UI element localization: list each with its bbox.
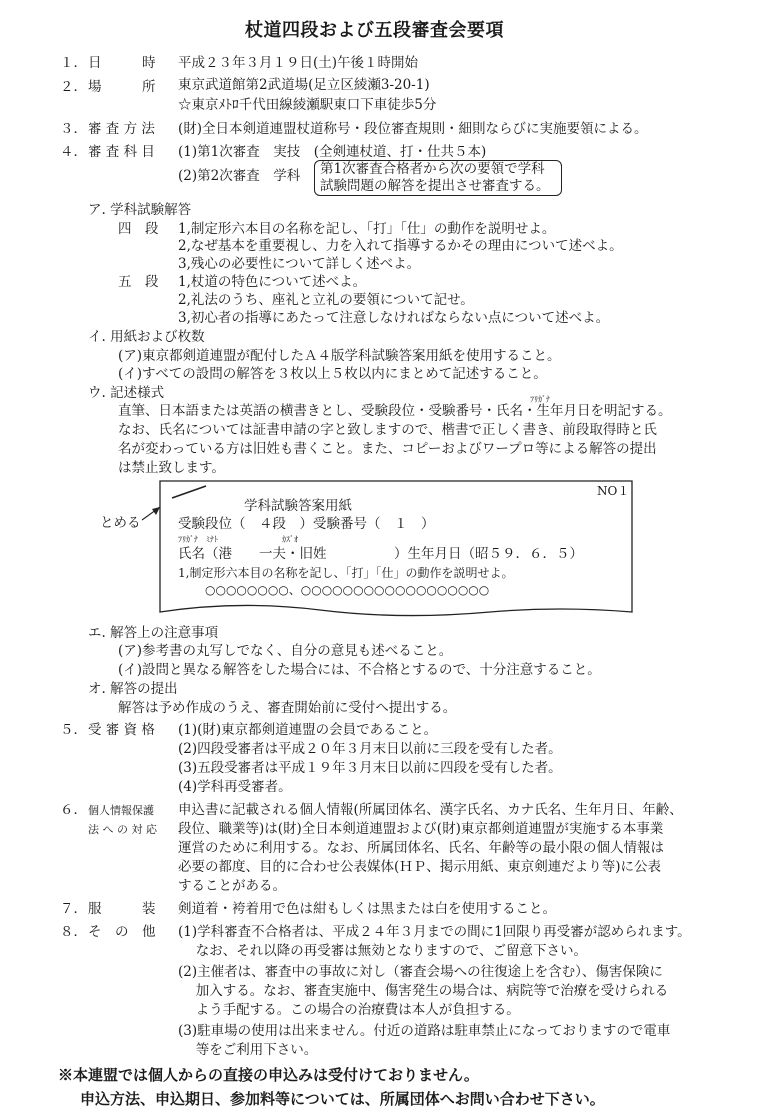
footer-notice-line1: ※本連盟では個人からの直接の申込みは受付けておりません。 bbox=[58, 1066, 479, 1084]
dan4-question-1: 1,制定形六本目の名称を記し、「打」「仕」の動作を説明せよ。 bbox=[178, 221, 556, 237]
dan4-question-3: 3,残心の必要性について詳しく述べよ。 bbox=[178, 256, 421, 272]
section-2-line1: 東京武道館第2武道場(足立区綾瀬3-20-1) bbox=[178, 77, 430, 93]
section-4-number: ４． bbox=[60, 144, 87, 160]
section-6-line4: 必要の都度、目的に合わせ公表媒体(ＨＰ、掲示用紙、東京剣連だより等)に公表 bbox=[178, 859, 662, 875]
section-8-line1: (1)学科審査不合格者は、平成２４年３月までの間に1回限り再受審が認められます。 bbox=[178, 924, 691, 940]
section-5-line4: (4)学科再受審者。 bbox=[178, 779, 292, 795]
dan4-question-2: 2,なぜ基本を重要視し、力を入れて指導するかその理由について述べよ。 bbox=[178, 238, 623, 254]
staple-mark-icon bbox=[172, 486, 206, 498]
page-title: 杖道四段および五段審査会要項 bbox=[245, 20, 504, 41]
sample-sheet-line3: 1,制定形六本目の名称を記し、「打」「仕」の動作を説明せよ。 bbox=[178, 566, 514, 580]
section-8-line4: 加入する。なお、審査実施中、傷害発生の場合は、病院等で治療を受けられる bbox=[178, 983, 669, 999]
sample-sheet-title: 学科試験答案用紙 bbox=[244, 498, 352, 514]
tomeru-label: とめる bbox=[100, 515, 141, 531]
section-6-label-line1: 個人情報保護 bbox=[88, 804, 154, 817]
section-4-bracket-line1: 第1次審査合格者から次の要領で学科 bbox=[320, 161, 545, 177]
furigana-label: ﾌﾘｶﾞﾅ bbox=[530, 395, 550, 404]
section-5-label: 受 審 資 格 bbox=[88, 722, 155, 738]
subsection-o-heading: オ. 解答の提出 bbox=[88, 681, 178, 697]
section-4-line2: (2)第2次審査 学科 bbox=[178, 168, 301, 184]
section-8-line7: 等をご利用下さい。 bbox=[178, 1042, 318, 1058]
section-7-number: ７． bbox=[60, 901, 87, 917]
subsection-i-line2: (イ)すべての設問の解答を３枚以上５枚以内にまとめて記述すること。 bbox=[118, 366, 547, 382]
section-5-line2: (2)四段受審者は平成２０年３月末日以前に三段を受有した者。 bbox=[178, 741, 562, 757]
sample-sheet-line1: 受験段位（ ４段 ）受験番号（ １ ） bbox=[178, 516, 435, 532]
subsection-i-heading: イ. 用紙および枚数 bbox=[88, 329, 205, 345]
dan5-question-1: 1,杖道の特色について述べよ。 bbox=[178, 274, 367, 290]
section-2-number: ２． bbox=[60, 79, 87, 95]
section-5-line3: (3)五段受審者は平成１９年３月末日以前に四段を受有した者。 bbox=[178, 760, 562, 776]
dan5-question-3: 3,初心者の指導にあたって注意しなければならない点について述べよ。 bbox=[178, 310, 610, 326]
section-5-number: ５． bbox=[60, 722, 87, 738]
dan5-label: 五 段 bbox=[118, 274, 159, 290]
section-3-text: (財)全日本剣道連盟杖道称号・段位審査規則・細則ならびに実施要領による。 bbox=[178, 121, 648, 137]
section-8-label: そ の 他 bbox=[88, 924, 156, 940]
section-5-line1: (1)(財)東京都剣道連盟の会員であること。 bbox=[178, 722, 438, 738]
section-8-line3: (2)主催者は、審査中の事故に対し（審査会場への往復途上を含む）、傷害保険に bbox=[178, 964, 663, 980]
section-4-bracket-line2: 試験問題の解答を提出させ審査する。 bbox=[320, 178, 550, 194]
section-6-label-line2: 法 へ の 対 応 bbox=[88, 823, 157, 836]
section-8-line2: なお、それ以降の再受審は無効となりますので、ご留意下さい。 bbox=[178, 943, 588, 959]
section-1-text: 平成２３年３月１９日(土)午後１時開始 bbox=[178, 55, 419, 71]
subsection-u-line1: 直筆、日本語または英語の横書きとし、受験段位・受験番号・氏名・生年月日を明記する。 bbox=[118, 403, 672, 419]
subsection-e-line2: (イ)設問と異なる解答をした場合には、不合格とするので、十分注意すること。 bbox=[118, 662, 601, 678]
section-1-label: 日 時 bbox=[88, 55, 156, 71]
arrow-head-icon bbox=[152, 507, 160, 515]
footer-notice-line2: 申込方法、申込期日、参加料等については、所属団体へお問い合わせ下さい。 bbox=[80, 1090, 605, 1108]
sample-sheet-line4: ○○○○○○○○、○○○○○○○○○○○○○○○○○○ bbox=[205, 583, 490, 597]
subsection-u-line2: なお、氏名については証書申請の字と致しますので、楷書で正しく書き、前段取得時と氏 bbox=[118, 422, 657, 438]
subsection-u-line4: は禁止致します。 bbox=[118, 460, 225, 476]
section-4-label: 審 査 科 目 bbox=[88, 144, 155, 160]
sample-sheet-line2: 氏名（港 一夫・旧姓 ）生年月日（昭５９．６．５） bbox=[178, 546, 583, 562]
subsection-o-line: 解答は予め作成のうえ、審査開始前に受付へ提出する。 bbox=[118, 700, 457, 716]
section-3-number: ３． bbox=[60, 121, 87, 137]
section-4-line1: (1)第1次審査 実技 (全剣連杖道、打・仕共５本) bbox=[178, 144, 487, 160]
sample-sheet-furigana-1: ﾌﾘｶﾞﾅ ﾐﾅﾄ bbox=[178, 535, 218, 544]
subsection-i-line1: (ア)東京都剣道連盟が配付したＡ４版学科試験答案用紙を使用すること。 bbox=[118, 348, 561, 364]
section-7-text: 剣道着・袴着用で色は紺もしくは黒または白を使用すること。 bbox=[178, 901, 556, 917]
section-6-line2: 段位、職業等)は(財)全日本剣道連盟および(財)東京都剣道連盟が実施する本事業 bbox=[178, 821, 664, 837]
section-8-number: ８． bbox=[60, 924, 87, 940]
section-3-label: 審 査 方 法 bbox=[88, 121, 155, 137]
subsection-u-line3: 名が変わっている方は旧姓も書くこと。また、コピーおよびワープロ等による解答の提出 bbox=[118, 441, 657, 457]
section-6-line3: 運営のために利用する。なお、所属団体名、氏名、年齢等の最小限の個人情報は bbox=[178, 840, 664, 856]
dan5-question-2: 2,礼法のうち、座礼と立礼の要領について記せ。 bbox=[178, 292, 474, 308]
section-6-line1: 申込書に記載される個人情報(所属団体名、漢字氏名、カナ氏名、生年月日、年齢、 bbox=[178, 802, 683, 818]
sample-sheet-furigana-2: ｶｽﾞｵ bbox=[282, 535, 298, 544]
section-2-label: 場 所 bbox=[88, 79, 156, 95]
subsection-a-heading: ア. 学科試験解答 bbox=[88, 202, 192, 218]
section-1-number: １． bbox=[60, 55, 87, 71]
subsection-e-heading: エ. 解答上の注意事項 bbox=[88, 625, 219, 641]
section-2-line2: ☆東京ﾒﾄﾛ千代田線綾瀬駅東口下車徒歩5分 bbox=[178, 97, 437, 113]
section-6-line5: することがある。 bbox=[178, 878, 286, 894]
section-7-label: 服 装 bbox=[88, 901, 156, 917]
section-8-line6: (3)駐車場の使用は出来ません。付近の道路は駐車禁止になっておりますので電車 bbox=[178, 1023, 671, 1039]
sample-sheet-number: NO１ bbox=[597, 484, 630, 498]
subsection-e-line1: (ア)参考書の丸写しでなく、自分の意見も述べること。 bbox=[118, 643, 453, 659]
section-8-line5: よう手配する。この場合の治療費は本人が負担する。 bbox=[178, 1002, 520, 1018]
section-6-number: ６． bbox=[60, 802, 87, 818]
subsection-u-heading: ウ. 記述様式 bbox=[88, 385, 165, 401]
dan4-label: 四 段 bbox=[118, 221, 159, 237]
